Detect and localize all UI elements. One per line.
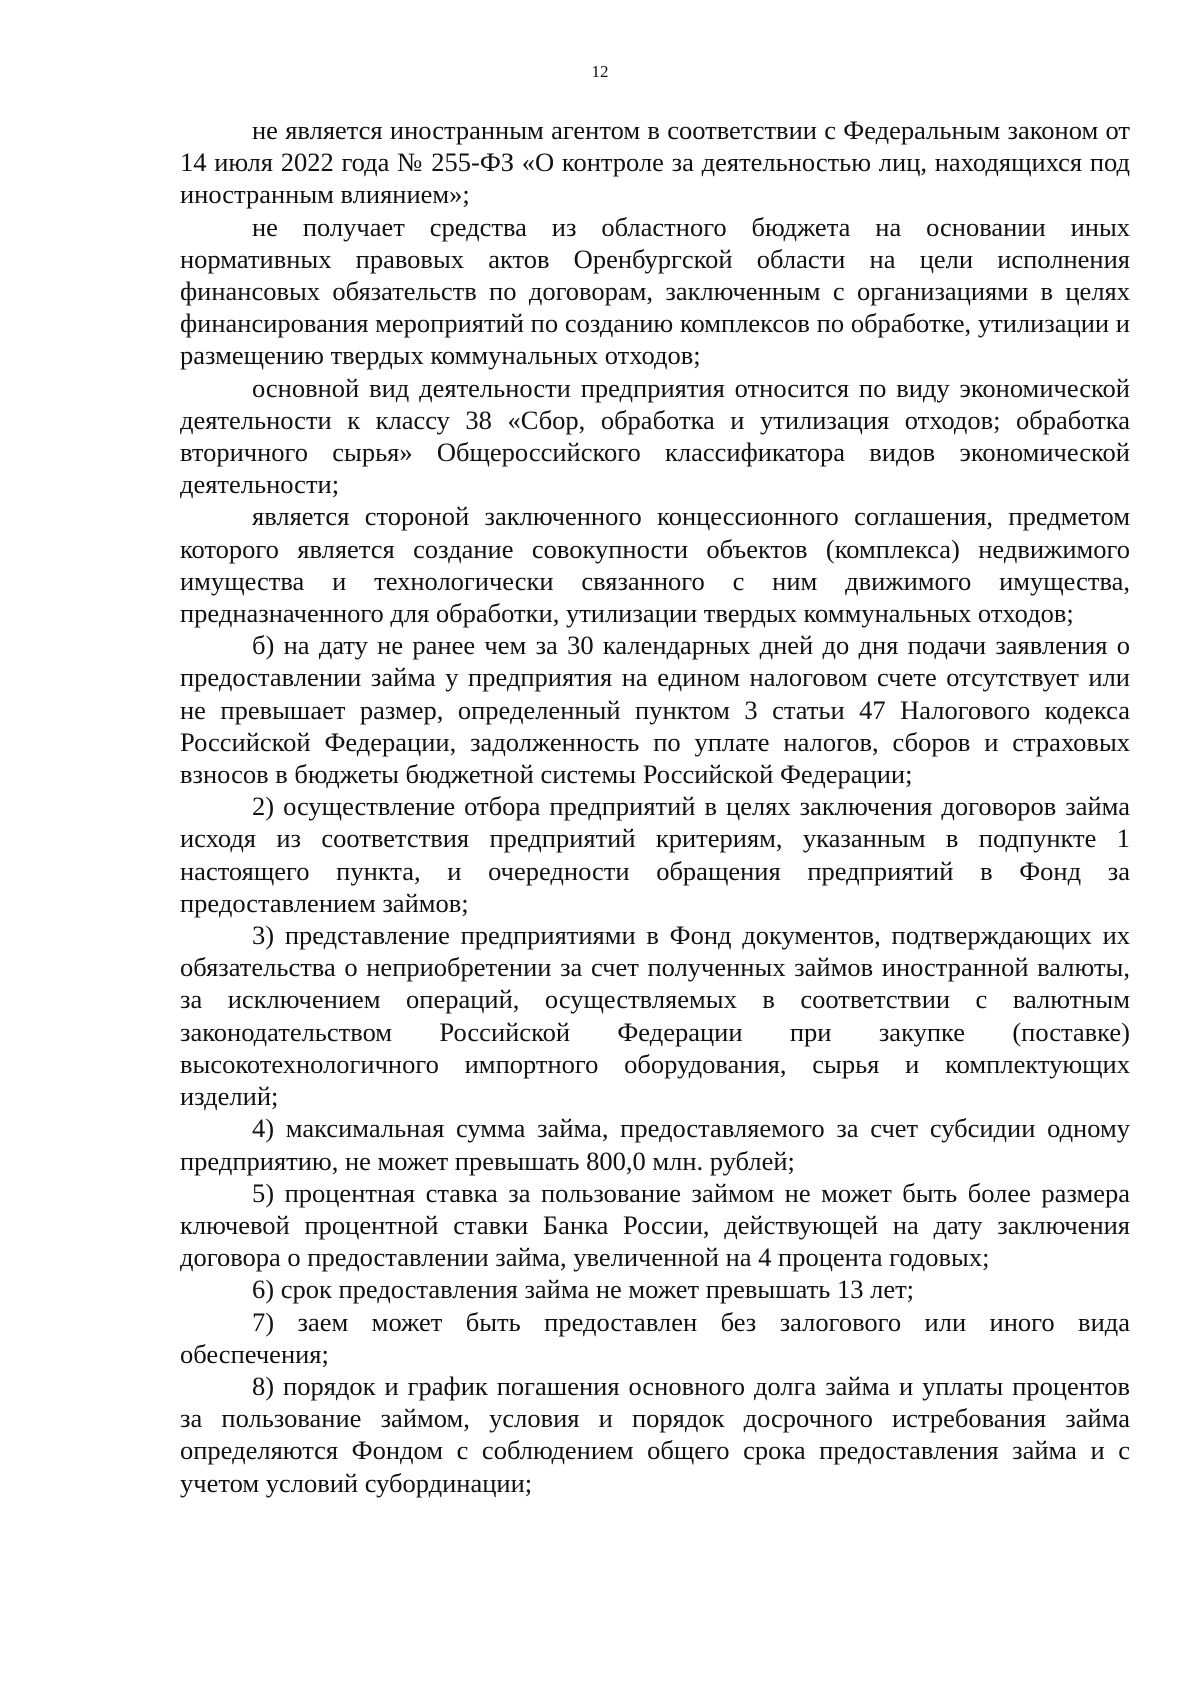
paragraph-concession: является стороной заключенного концессионного соглашения, предметом которого является создание совокупности объектов (комплекса) недвижимого имущества и технологически связанного с ним движимого имущества, предназначенного для обработки, утилизации твердых коммунальных отходов; (180, 501, 1130, 629)
paragraph-regional-budget: не получает средства из областного бюджета на основании иных нормативных правовых актов Оренбургской области на цели исполнения финансовых обязательств по договорам, заключенным с организациями в целях финансирования мероприятий по созданию комплексов по обработке, утилизации и размещению твердых коммунальных отходов; (180, 211, 1130, 371)
page-number: 12 (591, 62, 609, 81)
paragraph-item-7: 7) заем может быть предоставлен без залогового или иного вида обеспечения; (180, 1306, 1130, 1369)
paragraph-item-2: 2) осуществление отбора предприятий в целях заключения договоров займа исходя из соответствия предприятий критериям, указанным в подпункте 1 настоящего пункта, и очередности обращения предприятий в Фонд за предоставлением займов; (180, 791, 1130, 918)
paragraph-tax-debt: б) на дату не ранее чем за 30 календарных дней до дня подачи заявления о предоставлении займа у предприятия на едином налоговом счете отсутствует или не превышает размер, определенный пунктом 3 статьи 47 Налогового кодекса Российской Федерации, задолженность по уплате налогов, сборов и страховых взносов в бюджеты бюджетной системы Российской Федерации; (180, 630, 1130, 790)
paragraph-item-6: 6) срок предоставления займа не может превышать 13 лет; (252, 1274, 915, 1305)
paragraph-activity-type: основной вид деятельности предприятия относится по виду экономической деятельности к классу 38 «Сбор, обработка и утилизация отходов; обработка вторичного сырья» Общероссийского классификатора видов экономической деятельности; (180, 372, 1130, 500)
paragraph-item-4: 4) максимальная сумма займа, предоставляемого за счет субсидии одному предприятию, не может превышать 800,0 млн. рублей; (180, 1113, 1130, 1176)
paragraph-item-5: 5) процентная ставка за пользование займом не может быть более размера ключевой процентной ставки Банка России, действующей на дату заключения договора о предоставлении займа, увеличенной на 4 процента годовых; (180, 1177, 1130, 1273)
paragraph-item-3: 3) представление предприятиями в Фонд документов, подтверждающих их обязательства о неприобретении за счет полученных займов иностранной валюты, за исключением операций, осуществляемых в соответствии с валютным законодательством Российской Федерации при закупке (поставке) высокотехнологичного импортного оборудования, сырья и комплектующих изделий; (180, 920, 1130, 1112)
paragraph-foreign-agent: не является иностранным агентом в соответствии с Федеральным законом от 14 июля 2022 года № 255-ФЗ «О контроле за деятельностью лиц, находящихся под иностранным влиянием»; (180, 115, 1130, 210)
paragraph-item-8: 8) порядок и график погашения основного долга займа и уплаты процентов за пользование займом, условия и порядок досрочного истребования займа определяются Фондом с соблюдением общего срока предоставления займа и с учетом условий субординации; (180, 1370, 1130, 1498)
document-body (180, 114, 1130, 1499)
